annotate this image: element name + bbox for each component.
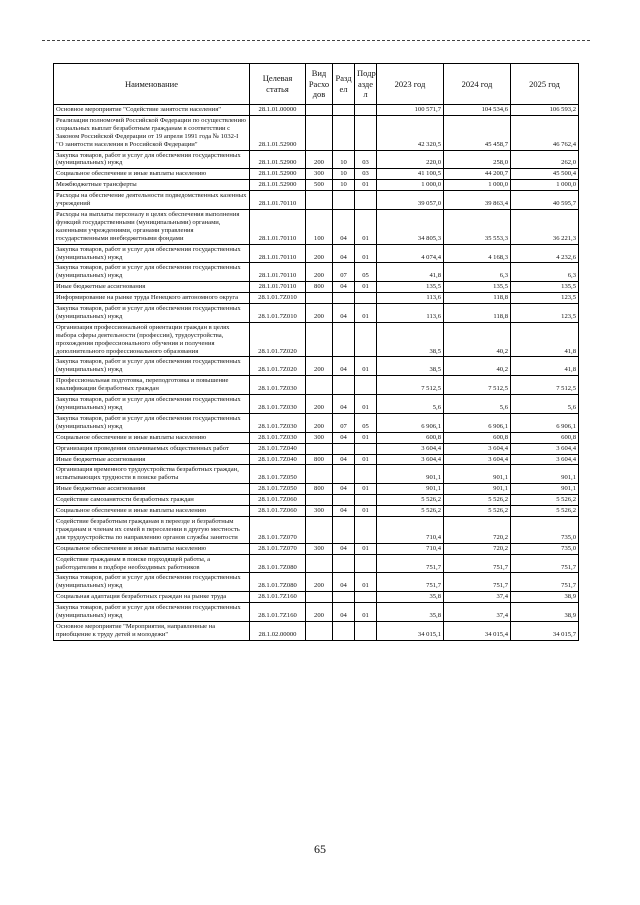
table-row <box>54 209 579 244</box>
row-name-cell: Иные бюджетные ассигнования <box>54 454 250 465</box>
row-name-cell: Информирование на рынке труда Ненецкого автономного округа <box>54 293 250 304</box>
amount-2024-cell: 751,7 <box>444 573 511 592</box>
amount-2025-cell: 135,5 <box>511 282 579 293</box>
section-cell: 04 <box>333 244 355 263</box>
amount-2025-cell: 41,8 <box>511 322 579 357</box>
subsection-cell <box>355 592 377 603</box>
table-row <box>54 150 579 169</box>
subsection-cell <box>355 554 377 573</box>
expense-type-cell: 200 <box>306 413 333 432</box>
expense-type-cell: 200 <box>306 573 333 592</box>
row-name-cell: Закупка товаров, работ и услуг для обеспечения государственных (муниципальных) нужд <box>54 413 250 432</box>
amount-2024-cell: 118,8 <box>444 293 511 304</box>
expense-type-cell: 200 <box>306 244 333 263</box>
subsection-cell <box>355 621 377 640</box>
expense-type-cell: 500 <box>306 180 333 191</box>
amount-2024-cell: 37,4 <box>444 603 511 622</box>
table-row <box>54 554 579 573</box>
amount-2023-cell: 38,5 <box>377 357 444 376</box>
header-year-2023: 2023 год <box>377 64 444 105</box>
section-cell: 10 <box>333 150 355 169</box>
table-row <box>54 454 579 465</box>
amount-2025-cell: 4 232,6 <box>511 244 579 263</box>
expense-type-cell: 200 <box>306 603 333 622</box>
amount-2025-cell: 41,8 <box>511 357 579 376</box>
section-cell <box>333 376 355 395</box>
amount-2024-cell: 4 168,3 <box>444 244 511 263</box>
row-name-cell: Закупка товаров, работ и услуг для обеспечения государственных (муниципальных) нужд <box>54 263 250 282</box>
table-row <box>54 244 579 263</box>
amount-2025-cell: 3 604,4 <box>511 454 579 465</box>
section-cell: 04 <box>333 357 355 376</box>
amount-2025-cell: 46 762,4 <box>511 115 579 150</box>
amount-2024-cell: 901,1 <box>444 484 511 495</box>
header-section: Разд ел <box>333 64 355 105</box>
table-row <box>54 293 579 304</box>
amount-2025-cell: 40 595,7 <box>511 191 579 210</box>
amount-2023-cell: 7 512,5 <box>377 376 444 395</box>
expense-type-cell <box>306 376 333 395</box>
subsection-cell <box>355 105 377 116</box>
amount-2023-cell: 3 604,4 <box>377 454 444 465</box>
expense-type-cell: 200 <box>306 395 333 414</box>
section-cell <box>333 621 355 640</box>
amount-2025-cell: 5,6 <box>511 395 579 414</box>
target-article-cell: 28.1.01.7Z040 <box>250 443 306 454</box>
section-cell: 04 <box>333 395 355 414</box>
subsection-cell <box>355 322 377 357</box>
target-article-cell: 28.1.01.52900 <box>250 115 306 150</box>
amount-2025-cell: 6 906,1 <box>511 413 579 432</box>
subsection-cell: 01 <box>355 304 377 323</box>
amount-2024-cell: 40,2 <box>444 322 511 357</box>
table-row <box>54 573 579 592</box>
amount-2025-cell: 106 593,2 <box>511 105 579 116</box>
target-article-cell: 28.1.01.7Z010 <box>250 293 306 304</box>
subsection-cell: 01 <box>355 180 377 191</box>
row-name-cell: Основное мероприятие "Мероприятия, направленные на приобщение к труду детей и молодежи" <box>54 621 250 640</box>
row-name-cell: Закупка товаров, работ и услуг для обеспечения государственных (муниципальных) нужд <box>54 244 250 263</box>
amount-2025-cell: 901,1 <box>511 484 579 495</box>
row-name-cell: Профессиональная подготовка, переподготовка и повышение квалификации безработных граждан <box>54 376 250 395</box>
amount-2023-cell: 39 057,0 <box>377 191 444 210</box>
row-name-cell: Содействие гражданам в поиске подходящей работы, а работодателям в подборе необходимых работников <box>54 554 250 573</box>
section-cell <box>333 495 355 506</box>
amount-2024-cell: 135,5 <box>444 282 511 293</box>
target-article-cell: 28.1.01.52900 <box>250 180 306 191</box>
subsection-cell: 05 <box>355 263 377 282</box>
table-row <box>54 603 579 622</box>
row-name-cell: Расходы на обеспечение деятельности подведомственных казенных учреждений <box>54 191 250 210</box>
section-cell: 04 <box>333 304 355 323</box>
amount-2023-cell: 135,5 <box>377 282 444 293</box>
amount-2025-cell: 5 526,2 <box>511 506 579 517</box>
amount-2024-cell: 39 863,4 <box>444 191 511 210</box>
target-article-cell: 28.1.01.70110 <box>250 263 306 282</box>
amount-2023-cell: 901,1 <box>377 465 444 484</box>
table-row <box>54 263 579 282</box>
expense-type-cell <box>306 495 333 506</box>
section-cell <box>333 293 355 304</box>
amount-2025-cell: 123,5 <box>511 304 579 323</box>
budget-table <box>53 63 579 641</box>
section-cell <box>333 592 355 603</box>
section-cell <box>333 516 355 543</box>
amount-2025-cell: 6,3 <box>511 263 579 282</box>
amount-2023-cell: 5 526,2 <box>377 495 444 506</box>
amount-2024-cell: 3 604,4 <box>444 454 511 465</box>
target-article-cell: 28.1.01.70110 <box>250 282 306 293</box>
expense-type-cell <box>306 322 333 357</box>
expense-type-cell: 100 <box>306 209 333 244</box>
table-row <box>54 322 579 357</box>
subsection-cell: 01 <box>355 573 377 592</box>
amount-2024-cell: 7 512,5 <box>444 376 511 395</box>
expense-type-cell <box>306 592 333 603</box>
row-name-cell: Закупка товаров, работ и услуг для обеспечения государственных (муниципальных) нужд <box>54 357 250 376</box>
row-name-cell: Закупка товаров, работ и услуг для обеспечения государственных (муниципальных) нужд <box>54 603 250 622</box>
amount-2024-cell: 104 534,6 <box>444 105 511 116</box>
row-name-cell: Закупка товаров, работ и услуг для обеспечения государственных (муниципальных) нужд <box>54 304 250 323</box>
amount-2024-cell: 1 000,0 <box>444 180 511 191</box>
table-row <box>54 543 579 554</box>
table-row <box>54 484 579 495</box>
expense-type-cell <box>306 465 333 484</box>
row-name-cell: Организация профессиональной ориентации граждан в целях выбора сферы деятельности (профессии), трудоустройства, прохождения профессионального обучения и получения дополнительного профессионального образования <box>54 322 250 357</box>
amount-2025-cell: 123,5 <box>511 293 579 304</box>
amount-2023-cell: 751,7 <box>377 573 444 592</box>
table-row <box>54 506 579 517</box>
row-name-cell: Социальное обеспечение и иные выплаты населению <box>54 543 250 554</box>
amount-2025-cell: 262,0 <box>511 150 579 169</box>
section-cell: 04 <box>333 573 355 592</box>
amount-2023-cell: 100 571,7 <box>377 105 444 116</box>
amount-2024-cell: 5,6 <box>444 395 511 414</box>
amount-2023-cell: 42 320,5 <box>377 115 444 150</box>
row-name-cell: Основное мероприятие "Содействие занятости населения" <box>54 105 250 116</box>
amount-2024-cell: 118,8 <box>444 304 511 323</box>
expense-type-cell: 200 <box>306 263 333 282</box>
amount-2023-cell: 35,8 <box>377 603 444 622</box>
amount-2025-cell: 34 015,7 <box>511 621 579 640</box>
subsection-cell: 03 <box>355 150 377 169</box>
section-cell <box>333 115 355 150</box>
section-cell: 10 <box>333 180 355 191</box>
row-name-cell: Социальное обеспечение и иные выплаты населению <box>54 169 250 180</box>
subsection-cell: 01 <box>355 454 377 465</box>
row-name-cell: Межбюджетные трансферты <box>54 180 250 191</box>
expense-type-cell <box>306 516 333 543</box>
row-name-cell: Иные бюджетные ассигнования <box>54 484 250 495</box>
subsection-cell <box>355 376 377 395</box>
amount-2024-cell: 720,2 <box>444 516 511 543</box>
table-row <box>54 465 579 484</box>
table-row <box>54 357 579 376</box>
subsection-cell: 01 <box>355 244 377 263</box>
table-header-row <box>54 64 579 105</box>
expense-type-cell: 300 <box>306 432 333 443</box>
amount-2024-cell: 600,8 <box>444 432 511 443</box>
subsection-cell: 01 <box>355 484 377 495</box>
expense-type-cell <box>306 621 333 640</box>
section-cell <box>333 465 355 484</box>
row-name-cell: Содействие безработным гражданам в переезде и безработным гражданам и членам их семей в переселении в другую местность для трудоустройства по направлению органов службы занятости <box>54 516 250 543</box>
amount-2023-cell: 5,6 <box>377 395 444 414</box>
expense-type-cell: 800 <box>306 484 333 495</box>
amount-2024-cell: 34 015,4 <box>444 621 511 640</box>
section-cell: 10 <box>333 169 355 180</box>
subsection-cell <box>355 443 377 454</box>
expense-type-cell: 800 <box>306 282 333 293</box>
target-article-cell: 28.1.01.7Z060 <box>250 495 306 506</box>
section-cell: 04 <box>333 484 355 495</box>
subsection-cell <box>355 516 377 543</box>
table-row <box>54 180 579 191</box>
expense-type-cell: 800 <box>306 454 333 465</box>
subsection-cell <box>355 495 377 506</box>
header-name: Наименование <box>54 64 250 105</box>
expense-type-cell: 300 <box>306 506 333 517</box>
row-name-cell: Социальное обеспечение и иные выплаты населению <box>54 506 250 517</box>
subsection-cell: 01 <box>355 603 377 622</box>
subsection-cell: 01 <box>355 209 377 244</box>
expense-type-cell: 200 <box>306 357 333 376</box>
expense-type-cell <box>306 443 333 454</box>
amount-2023-cell: 5 526,2 <box>377 506 444 517</box>
table-row <box>54 495 579 506</box>
target-article-cell: 28.1.01.70110 <box>250 191 306 210</box>
target-article-cell: 28.1.01.7Z080 <box>250 554 306 573</box>
amount-2025-cell: 751,7 <box>511 554 579 573</box>
section-cell <box>333 191 355 210</box>
amount-2025-cell: 735,0 <box>511 543 579 554</box>
amount-2023-cell: 41,8 <box>377 263 444 282</box>
amount-2023-cell: 41 100,5 <box>377 169 444 180</box>
section-cell: 04 <box>333 209 355 244</box>
target-article-cell: 28.1.01.7Z070 <box>250 543 306 554</box>
amount-2025-cell: 5 526,2 <box>511 495 579 506</box>
row-name-cell: Иные бюджетные ассигнования <box>54 282 250 293</box>
target-article-cell: 28.1.01.7Z030 <box>250 413 306 432</box>
target-article-cell: 28.1.01.52900 <box>250 169 306 180</box>
amount-2024-cell: 3 604,4 <box>444 443 511 454</box>
table-row <box>54 432 579 443</box>
row-name-cell: Содействие самозанятости безработных граждан <box>54 495 250 506</box>
table-row <box>54 443 579 454</box>
subsection-cell <box>355 293 377 304</box>
subsection-cell <box>355 465 377 484</box>
amount-2025-cell: 735,0 <box>511 516 579 543</box>
table-row <box>54 115 579 150</box>
subsection-cell: 05 <box>355 413 377 432</box>
amount-2024-cell: 40,2 <box>444 357 511 376</box>
amount-2024-cell: 45 458,7 <box>444 115 511 150</box>
table-row <box>54 376 579 395</box>
amount-2023-cell: 113,6 <box>377 293 444 304</box>
table-row <box>54 413 579 432</box>
amount-2023-cell: 901,1 <box>377 484 444 495</box>
amount-2025-cell: 3 604,4 <box>511 443 579 454</box>
table-row <box>54 516 579 543</box>
subsection-cell: 01 <box>355 543 377 554</box>
subsection-cell: 01 <box>355 506 377 517</box>
amount-2025-cell: 36 221,3 <box>511 209 579 244</box>
expense-type-cell <box>306 105 333 116</box>
target-article-cell: 28.1.01.7Z030 <box>250 432 306 443</box>
table-row <box>54 282 579 293</box>
target-article-cell: 28.1.01.7Z020 <box>250 322 306 357</box>
row-name-cell: Закупка товаров, работ и услуг для обеспечения государственных (муниципальных) нужд <box>54 573 250 592</box>
table-row <box>54 191 579 210</box>
target-article-cell: 28.1.01.7Z050 <box>250 484 306 495</box>
target-article-cell: 28.1.01.7Z080 <box>250 573 306 592</box>
section-cell <box>333 554 355 573</box>
section-cell: 04 <box>333 543 355 554</box>
amount-2025-cell: 901,1 <box>511 465 579 484</box>
table-row <box>54 621 579 640</box>
amount-2023-cell: 710,4 <box>377 543 444 554</box>
header-year-2024: 2024 год <box>444 64 511 105</box>
amount-2023-cell: 38,5 <box>377 322 444 357</box>
amount-2025-cell: 600,8 <box>511 432 579 443</box>
row-name-cell: Социальное обеспечение и иные выплаты населению <box>54 432 250 443</box>
amount-2025-cell: 38,9 <box>511 592 579 603</box>
amount-2025-cell: 751,7 <box>511 573 579 592</box>
target-article-cell: 28.1.01.70110 <box>250 209 306 244</box>
header-target: Целевая статья <box>250 64 306 105</box>
target-article-cell: 28.1.01.7Z030 <box>250 395 306 414</box>
subsection-cell: 01 <box>355 282 377 293</box>
expense-type-cell: 200 <box>306 304 333 323</box>
row-name-cell: Реализация полномочий Российской Федерации по осуществлению социальных выплат безработным гражданам в соответствии с Законом Российской Федерации от 19 апреля 1991 года № 1032-I "О занятости населения в Российской Федерации" <box>54 115 250 150</box>
amount-2023-cell: 35,8 <box>377 592 444 603</box>
amount-2024-cell: 751,7 <box>444 554 511 573</box>
amount-2023-cell: 34 805,3 <box>377 209 444 244</box>
section-cell: 07 <box>333 413 355 432</box>
row-name-cell: Организация временного трудоустройства безработных граждан, испытывающих трудности в поиске работы <box>54 465 250 484</box>
table-row <box>54 169 579 180</box>
section-cell: 04 <box>333 432 355 443</box>
amount-2024-cell: 5 526,2 <box>444 506 511 517</box>
target-article-cell: 28.1.01.7Z040 <box>250 454 306 465</box>
amount-2023-cell: 600,8 <box>377 432 444 443</box>
row-name-cell: Социальная адаптация безработных граждан на рынке труда <box>54 592 250 603</box>
section-cell: 04 <box>333 603 355 622</box>
section-cell: 04 <box>333 506 355 517</box>
target-article-cell: 28.1.01.7Z010 <box>250 304 306 323</box>
row-name-cell: Закупка товаров, работ и услуг для обеспечения государственных (муниципальных) нужд <box>54 395 250 414</box>
amount-2024-cell: 5 526,2 <box>444 495 511 506</box>
amount-2024-cell: 720,2 <box>444 543 511 554</box>
expense-type-cell <box>306 554 333 573</box>
amount-2024-cell: 37,4 <box>444 592 511 603</box>
table-row <box>54 105 579 116</box>
target-article-cell: 28.1.02.00000 <box>250 621 306 640</box>
section-cell: 04 <box>333 282 355 293</box>
row-name-cell: Закупка товаров, работ и услуг для обеспечения государственных (муниципальных) нужд <box>54 150 250 169</box>
target-article-cell: 28.1.01.52900 <box>250 150 306 169</box>
subsection-cell: 01 <box>355 357 377 376</box>
amount-2024-cell: 901,1 <box>444 465 511 484</box>
amount-2023-cell: 4 074,4 <box>377 244 444 263</box>
amount-2023-cell: 220,0 <box>377 150 444 169</box>
header-expense-type: Вид Расхо дов <box>306 64 333 105</box>
expense-type-cell <box>306 191 333 210</box>
amount-2023-cell: 751,7 <box>377 554 444 573</box>
row-name-cell: Организация проведения оплачиваемых общественных работ <box>54 443 250 454</box>
subsection-cell: 03 <box>355 169 377 180</box>
table-row <box>54 592 579 603</box>
table-body <box>54 105 579 641</box>
expense-type-cell: 300 <box>306 543 333 554</box>
amount-2025-cell: 45 500,4 <box>511 169 579 180</box>
amount-2023-cell: 1 000,0 <box>377 180 444 191</box>
section-cell <box>333 105 355 116</box>
amount-2023-cell: 6 906,1 <box>377 413 444 432</box>
amount-2025-cell: 1 000,0 <box>511 180 579 191</box>
section-cell <box>333 443 355 454</box>
target-article-cell: 28.1.01.7Z060 <box>250 506 306 517</box>
amount-2024-cell: 6 906,1 <box>444 413 511 432</box>
target-article-cell: 28.1.01.7Z030 <box>250 376 306 395</box>
amount-2024-cell: 35 553,3 <box>444 209 511 244</box>
page-number: 65 <box>314 842 326 856</box>
expense-type-cell <box>306 293 333 304</box>
amount-2024-cell: 258,0 <box>444 150 511 169</box>
target-article-cell: 28.1.01.7Z050 <box>250 465 306 484</box>
amount-2023-cell: 113,6 <box>377 304 444 323</box>
expense-type-cell: 200 <box>306 150 333 169</box>
target-article-cell: 28.1.01.7Z020 <box>250 357 306 376</box>
target-article-cell: 28.1.01.7Z160 <box>250 592 306 603</box>
amount-2024-cell: 44 200,7 <box>444 169 511 180</box>
section-cell <box>333 322 355 357</box>
row-name-cell: Расходы на выплаты персоналу в целях обеспечения выполнения функций государственными (муниципальными) органами, казенными учреждениями, органами управления государственными внебюджетными фондами <box>54 209 250 244</box>
section-cell: 04 <box>333 454 355 465</box>
table-row <box>54 304 579 323</box>
amount-2023-cell: 3 604,4 <box>377 443 444 454</box>
amount-2023-cell: 710,4 <box>377 516 444 543</box>
header-year-2025: 2025 год <box>511 64 579 105</box>
top-rule <box>42 40 590 41</box>
subsection-cell: 01 <box>355 432 377 443</box>
target-article-cell: 28.1.01.7Z070 <box>250 516 306 543</box>
expense-type-cell <box>306 115 333 150</box>
amount-2024-cell: 6,3 <box>444 263 511 282</box>
target-article-cell: 28.1.01.00000 <box>250 105 306 116</box>
target-article-cell: 28.1.01.70110 <box>250 244 306 263</box>
section-cell: 07 <box>333 263 355 282</box>
target-article-cell: 28.1.01.7Z160 <box>250 603 306 622</box>
amount-2025-cell: 38,9 <box>511 603 579 622</box>
subsection-cell <box>355 115 377 150</box>
subsection-cell <box>355 191 377 210</box>
amount-2023-cell: 34 015,1 <box>377 621 444 640</box>
subsection-cell: 01 <box>355 395 377 414</box>
header-subsection: Подр азде л <box>355 64 377 105</box>
expense-type-cell: 300 <box>306 169 333 180</box>
table-row <box>54 395 579 414</box>
amount-2025-cell: 7 512,5 <box>511 376 579 395</box>
